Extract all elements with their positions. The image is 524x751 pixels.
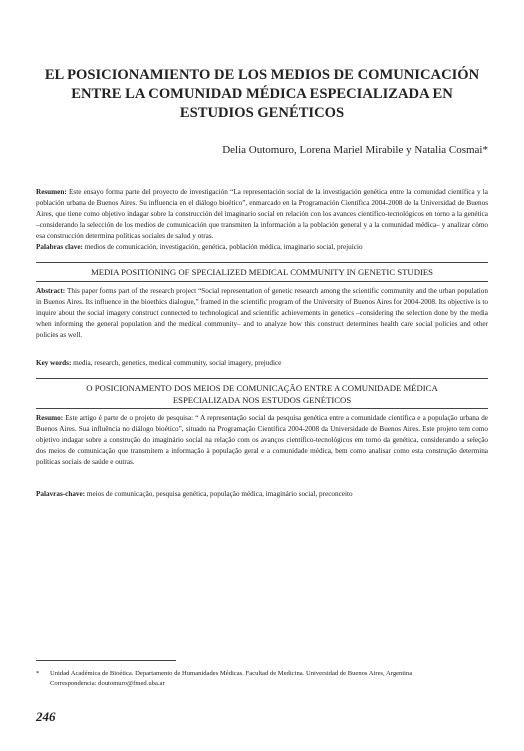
keywords-en-text: media, research, genetics, medical community, social imagery, prejudice <box>71 359 282 367</box>
abstract-en-label: Abstract: <box>36 287 66 295</box>
page-number: 246 <box>36 709 56 724</box>
title-line: EL POSICIONAMIENTO DE LOS MEDIOS DE COMUNICACIÓN <box>44 67 480 83</box>
section-heading-pt <box>36 383 488 406</box>
author-list: Delia Outomuro, Lorena Mariel Mirabile y Natalia Cosmai* <box>222 144 488 156</box>
footnote <box>36 669 488 689</box>
abstract-pt-label: Resumo: <box>36 414 64 422</box>
heading-line: O POSICIONAMENTO DOS MEIOS DE COMUNICAÇÃO ENTRE A COMUNIDADE MÉDICA <box>86 383 438 393</box>
article-title <box>40 66 484 123</box>
abstract-es-text: Este ensayo forma parte del proyecto de investigación “La representación social de la investigación genética entre la comunidad científica y la población urbana de Buenos Aires. Su influencia en el diálogo bioético”, enmarcado en la Programación Científica 2004-2008 de la Universidad de Buenos Aires, que tiene como objetivo indagar sobre la construcción del imaginario social en relación con los avances científico-tecnológicos en torno a la genética –considerando la selección de los medios de comunicación que transmiten la información a la población general y a la comunidad médica– y analizar cómo esa construcción determina políticas sociales de salud y otras. <box>36 188 488 241</box>
abstract-pt <box>36 413 488 468</box>
keywords-en-label: Key words: <box>36 359 72 367</box>
keywords-es-text: medios de comunicación, investigación, genética, población médica, imaginario social, prejuicio <box>82 243 363 251</box>
section-heading-en: MEDIA POSITIONING OF SPECIALIZED MEDICAL COMMUNITY IN GENETIC STUDIES <box>90 267 433 277</box>
footnote-marker: * <box>36 670 40 677</box>
keywords-pt <box>36 489 488 500</box>
abstract-es-label: Resumen: <box>36 188 67 196</box>
footnote-line <box>36 669 488 679</box>
section-divider <box>36 408 488 409</box>
heading-line: ESPECIALIZADA NOS ESTUDOS GENÉTICOS <box>172 394 352 405</box>
section-divider <box>36 281 488 282</box>
keywords-es <box>36 242 488 253</box>
keywords-pt-label: Palavras-chave: <box>36 490 86 498</box>
abstract-en <box>36 286 488 341</box>
abstract-pt-text: Este artigo é parte de o projeto de pesquisa: “ A representação social da pesquisa genética entre a comunidade científica e a população urbana de Buenos Aires. Sua influência no diálogo bioético”, situado na Programação Científica 2004-2008 da Universidade de Buenos Aires. Este projeto tem como objetivo indagar sobre a construção do imaginário social na relação com os avanços científico-tecnológicos em torno da genética, considerando a seleção dos meios de comunicação que transmitem a informação à população geral e a comunidade médica, bem como analisar como esta construção determina políticas sociais de saúde e outras. <box>36 414 488 467</box>
title-line: ESTUDIOS GENÉTICOS <box>179 105 345 121</box>
footnote-affiliation: Unidad Académica de Bioética. Departamento de Humanidades Médicas. Facultad de Medicina. Universidad de Buenos Aires, Argentina <box>50 670 413 677</box>
section-divider <box>36 262 488 263</box>
footnote-rule <box>36 660 176 661</box>
footnote-correspondence: Correspondencia: doutomuro@fmed.uba.ar <box>50 680 165 687</box>
keywords-es-label: Palabras clave: <box>36 243 83 251</box>
keywords-en <box>36 358 488 369</box>
keywords-pt-text: meios de comunicação, pesquisa genética, população médica, imaginário social, preconceito <box>85 490 353 498</box>
abstract-es <box>36 187 488 242</box>
title-line: ENTRE LA COMUNIDAD MÉDICA ESPECIALIZADA EN <box>71 86 453 102</box>
section-divider <box>36 378 488 379</box>
abstract-en-text: This paper forms part of the research project “Social representation of genetic research among the scientific community and the urban population in Buenos Aires. Its influence in the bioethics dialogue,” framed in the scientific program of the University of Buenos Aires for 2004-2008. Its objective is to inquire about the social imagery construct connected to technological and scientific achievements in genetics –considering the selection done by the media when informing the general population and the medical community– and to analyze how this construct determines health care social policies and other policies as well. <box>36 287 488 340</box>
